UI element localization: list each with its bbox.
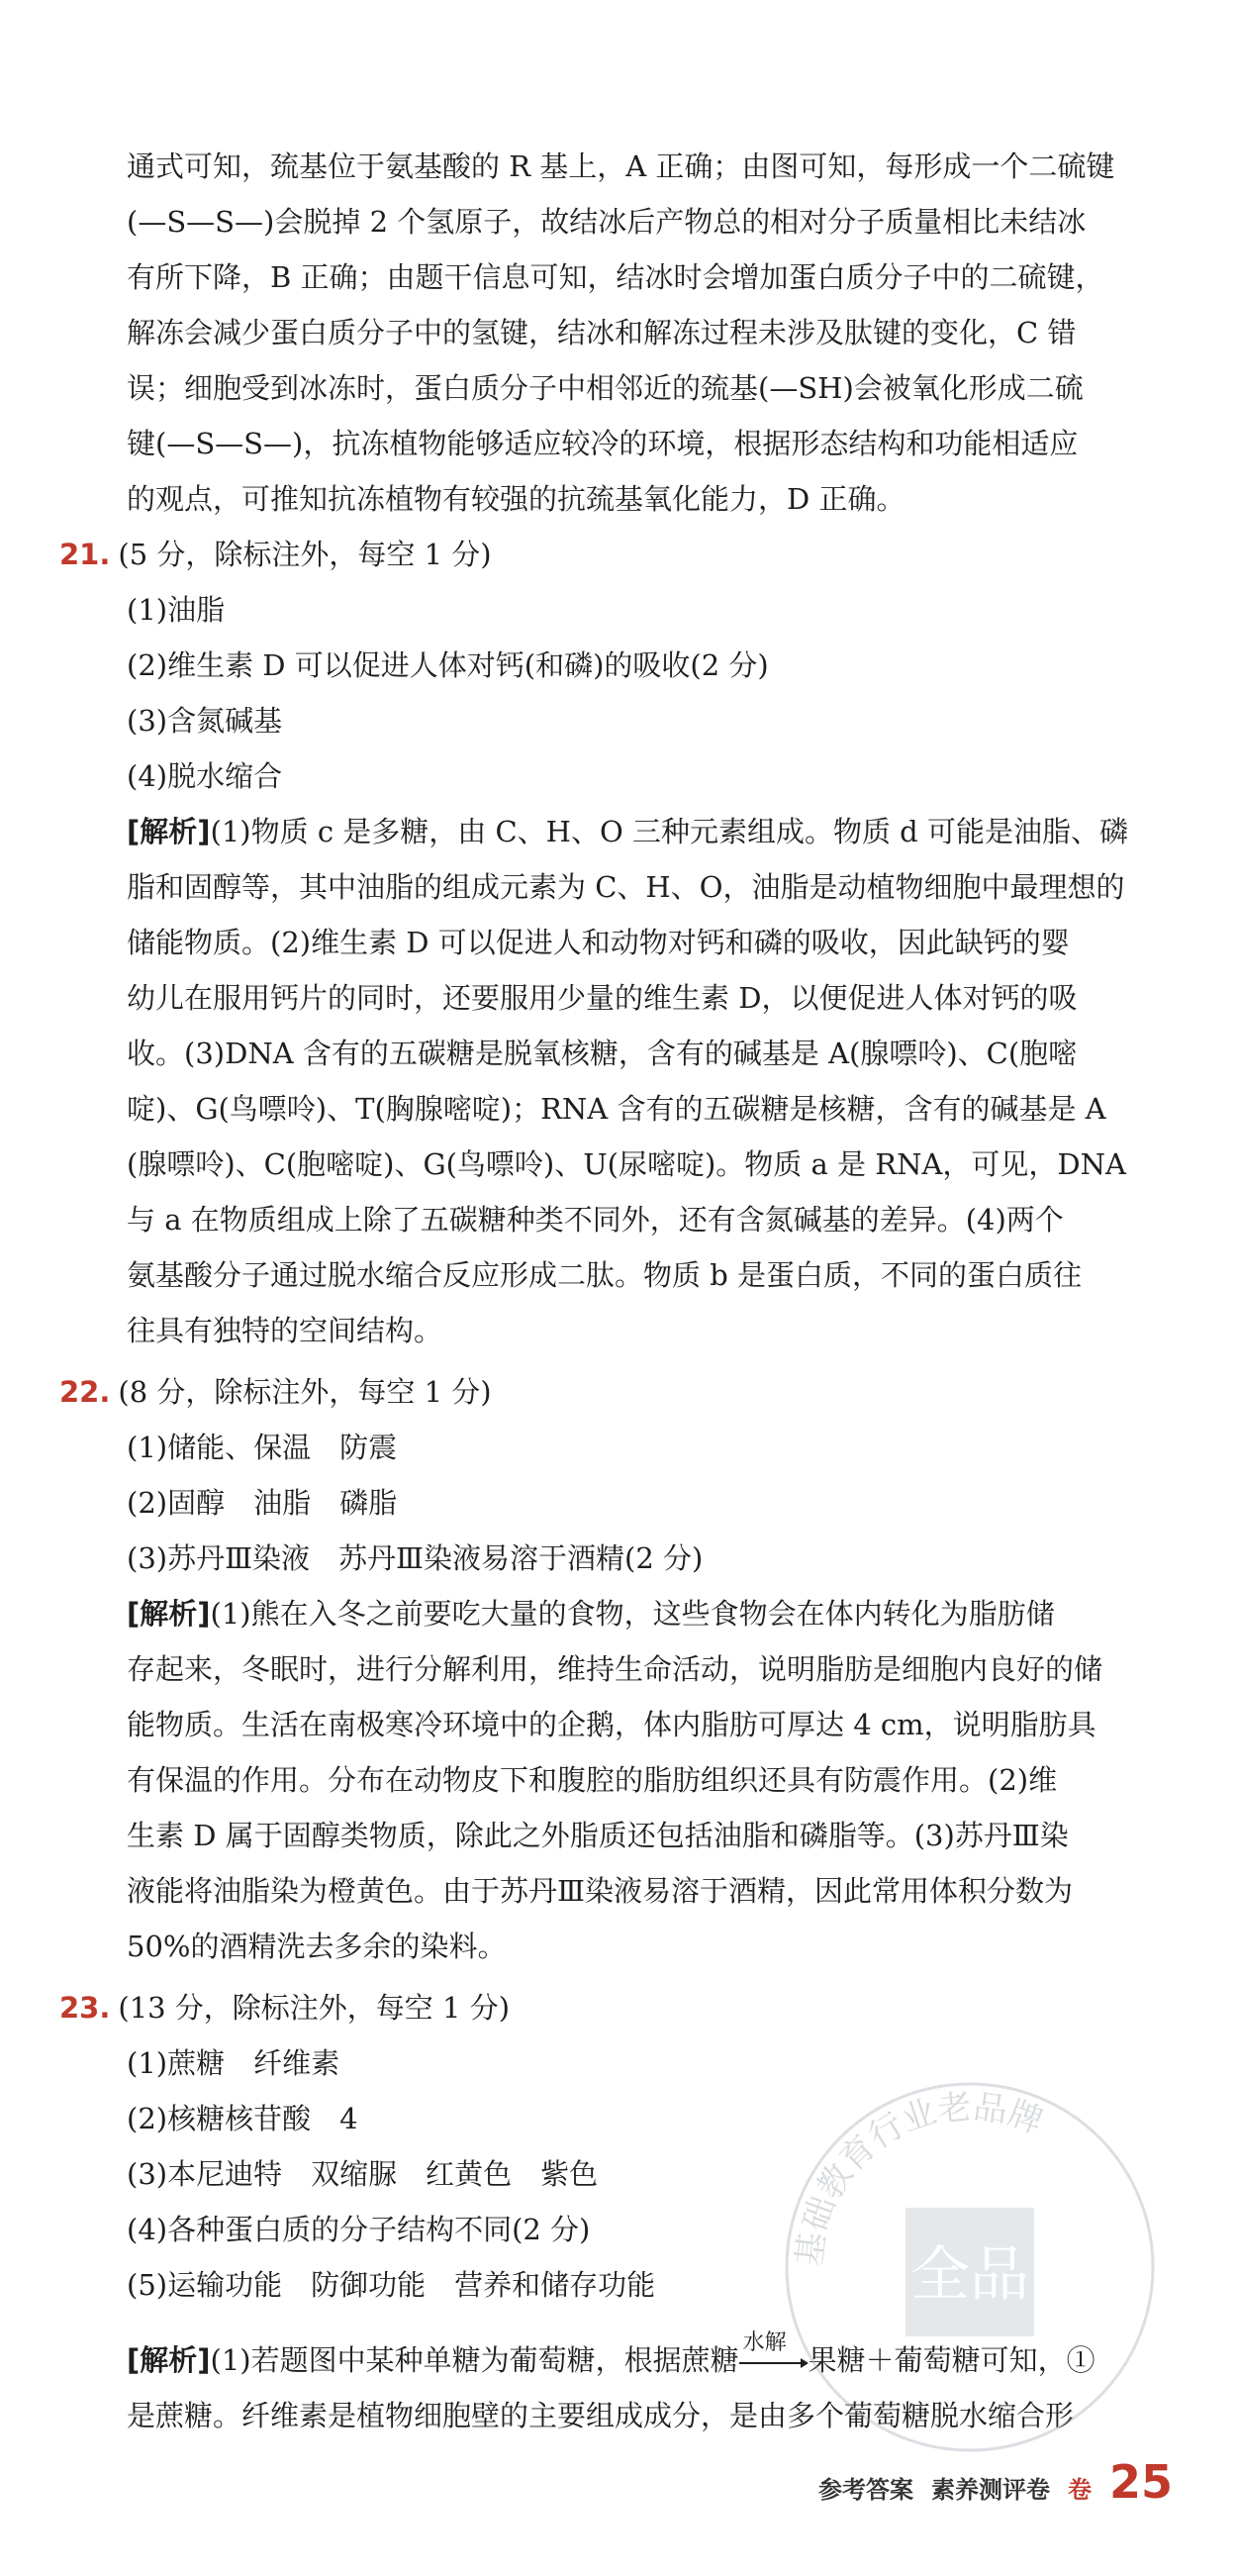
score-note: (5 分，除标注外，每空 1 分) [118, 538, 492, 571]
text-line: 脂和固醇等，其中油脂的组成元素为 C、H、O，油脂是动植物细胞中最理想的 [127, 870, 1125, 904]
text-line: (腺嘌呤)、C(胞嘧啶)、G(鸟嘌呤)、U(尿嘧啶)。物质 a 是 RNA，可见，DNA [127, 1147, 1126, 1181]
explanation-text: (1)若题图中某种单糖为葡萄糖，根据蔗糖 [210, 2343, 739, 2377]
text-line: 生素 D 属于固醇类物质，除此之外脂质还包括油脂和磷脂等。(3)苏丹Ⅲ染 [127, 1819, 1069, 1852]
question-number: 21. [59, 538, 111, 571]
text-line: 液能将油脂染为橙黄色。由于苏丹Ⅲ染液易溶于酒精，因此常用体积分数为 [127, 1874, 1073, 1908]
page-number: 25 [1108, 2455, 1173, 2509]
question-header [59, 535, 1108, 574]
answer-line: (1)储能、保温 防震 [127, 1431, 398, 1464]
watermark-ring-text: 基础教育行业老品牌 [790, 2087, 1049, 2268]
answer-line: (1)油脂 [127, 593, 226, 627]
text-line: 解冻会减少蛋白质分子中的氢键，结冰和解冻过程未涉及肽键的变化，C 错 [127, 316, 1077, 349]
text-line: 往具有独特的空间结构。 [127, 1314, 443, 1347]
question-number: 22. [59, 1375, 111, 1409]
page-footer [817, 2455, 1173, 2509]
question-header [59, 1988, 1108, 2028]
score-note: (13 分，除标注外，每空 1 分) [118, 1991, 511, 2025]
answer-line: (5)运输功能 防御功能 营养和储存功能 [127, 2268, 656, 2302]
text-line: 储能物质。(2)维生素 D 可以促进人和动物对钙和磷的吸收，因此缺钙的婴 [127, 926, 1070, 959]
watermark-center-text: 全品 [910, 2240, 1029, 2310]
answer-line: (2)维生素 D 可以促进人体对钙(和磷)的吸收(2 分) [127, 648, 769, 682]
question-number: 23. [59, 1991, 111, 2025]
explanation-label: [解析] [127, 1597, 211, 1631]
arrow-label: 水解 [742, 2330, 787, 2355]
explanation-text: (1)物质 c 是多糖，由 C、H、O 三种元素组成。物质 d 可能是油脂、磷 [210, 815, 1128, 848]
text-line: 误；细胞受到冰冻时，蛋白质分子中相邻近的巯基(—SH)会被氧化形成二硫 [127, 371, 1084, 405]
text-line: 有保温的作用。分布在动物皮下和腹腔的脂肪组织还具有防震作用。(2)维 [127, 1763, 1058, 1797]
explanation-text: (1)熊在入冬之前要吃大量的食物，这些食物会在体内转化为脂肪储 [210, 1597, 1055, 1631]
text-line: 啶)、G(鸟嘌呤)、T(胸腺嘧啶)；RNA 含有的五碳糖是核糖，含有的碱基是 A [127, 1092, 1106, 1126]
explanation-label: [解析] [127, 2343, 211, 2377]
text-line: 氨基酸分子通过脱水缩合反应形成二肽。物质 b 是蛋白质，不同的蛋白质往 [127, 1258, 1083, 1292]
footer-book-label: 素养测评卷 [930, 2476, 1050, 2504]
score-note: (8 分，除标注外，每空 1 分) [118, 1375, 492, 1409]
text-line: 存起来，冬眠时，进行分解利用，维持生命活动，说明脂肪是细胞内良好的储 [127, 1652, 1103, 1686]
text-line: 收。(3)DNA 含有的五碳糖是脱氧核糖，含有的碱基是 A(腺嘌呤)、C(胞嘧 [127, 1037, 1078, 1070]
explanation-first-line [127, 1594, 1176, 1634]
explanation-label: [解析] [127, 815, 211, 848]
publisher-watermark-icon [762, 2059, 1178, 2475]
answer-line: (3)本尼迪特 双缩脲 红黄色 紫色 [127, 2157, 599, 2191]
answer-line: (2)核糖核苷酸 4 [127, 2102, 358, 2135]
answer-line: (4)脱水缩合 [127, 759, 283, 793]
text-line: 有所下降，B 正确；由题干信息可知，结冰时会增加蛋白质分子中的二硫键， [127, 260, 1104, 294]
text-line: 能物质。生活在南极寒冷环境中的企鹅，体内脂肪可厚达 4 cm，说明脂肪具 [127, 1708, 1096, 1741]
text-line: 与 a 在物质组成上除了五碳糖种类不同外，还有含氮碱基的差异。(4)两个 [127, 1203, 1064, 1237]
answer-line: (2)固醇 油脂 磷脂 [127, 1486, 398, 1520]
text-line: 幼儿在服用钙片的同时，还要服用少量的维生素 D，以便促进人体对钙的吸 [127, 981, 1078, 1015]
text-line: 是蔗糖。纤维素是植物细胞壁的主要组成成分，是由多个葡萄糖脱水缩合形 [127, 2399, 1075, 2432]
explanation-first-line [127, 812, 1176, 851]
answer-line: (3)苏丹Ⅲ染液 苏丹Ⅲ染液易溶于酒精(2 分) [127, 1541, 704, 1575]
text-line: 键(—S—S—)，抗冻植物能够适应较冷的环境，根据形态结构和功能相适应 [127, 427, 1079, 460]
text-line: (—S—S—)会脱掉 2 个氢原子，故结冰后产物总的相对分子质量相比未结冰 [127, 205, 1087, 239]
answer-line: (4)各种蛋白质的分子结构不同(2 分) [127, 2213, 591, 2246]
footer-answers-label: 参考答案 [817, 2476, 913, 2504]
footer-juan-label: 卷 [1067, 2476, 1092, 2504]
explanation-text: 果糖＋葡萄糖可知，① [808, 2343, 1095, 2377]
text-line: 的观点，可推知抗冻植物有较强的抗巯基氧化能力，D 正确。 [127, 482, 905, 516]
text-line: 通式可知，巯基位于氨基酸的 R 基上，A 正确；由图可知，每形成一个二硫键 [127, 149, 1115, 183]
text-line: 50%的酒精洗去多余的染料。 [127, 1930, 507, 1963]
answer-line: (1)蔗糖 纤维素 [127, 2046, 340, 2080]
answer-line: (3)含氮碱基 [127, 704, 283, 738]
question-header [59, 1372, 1108, 1412]
